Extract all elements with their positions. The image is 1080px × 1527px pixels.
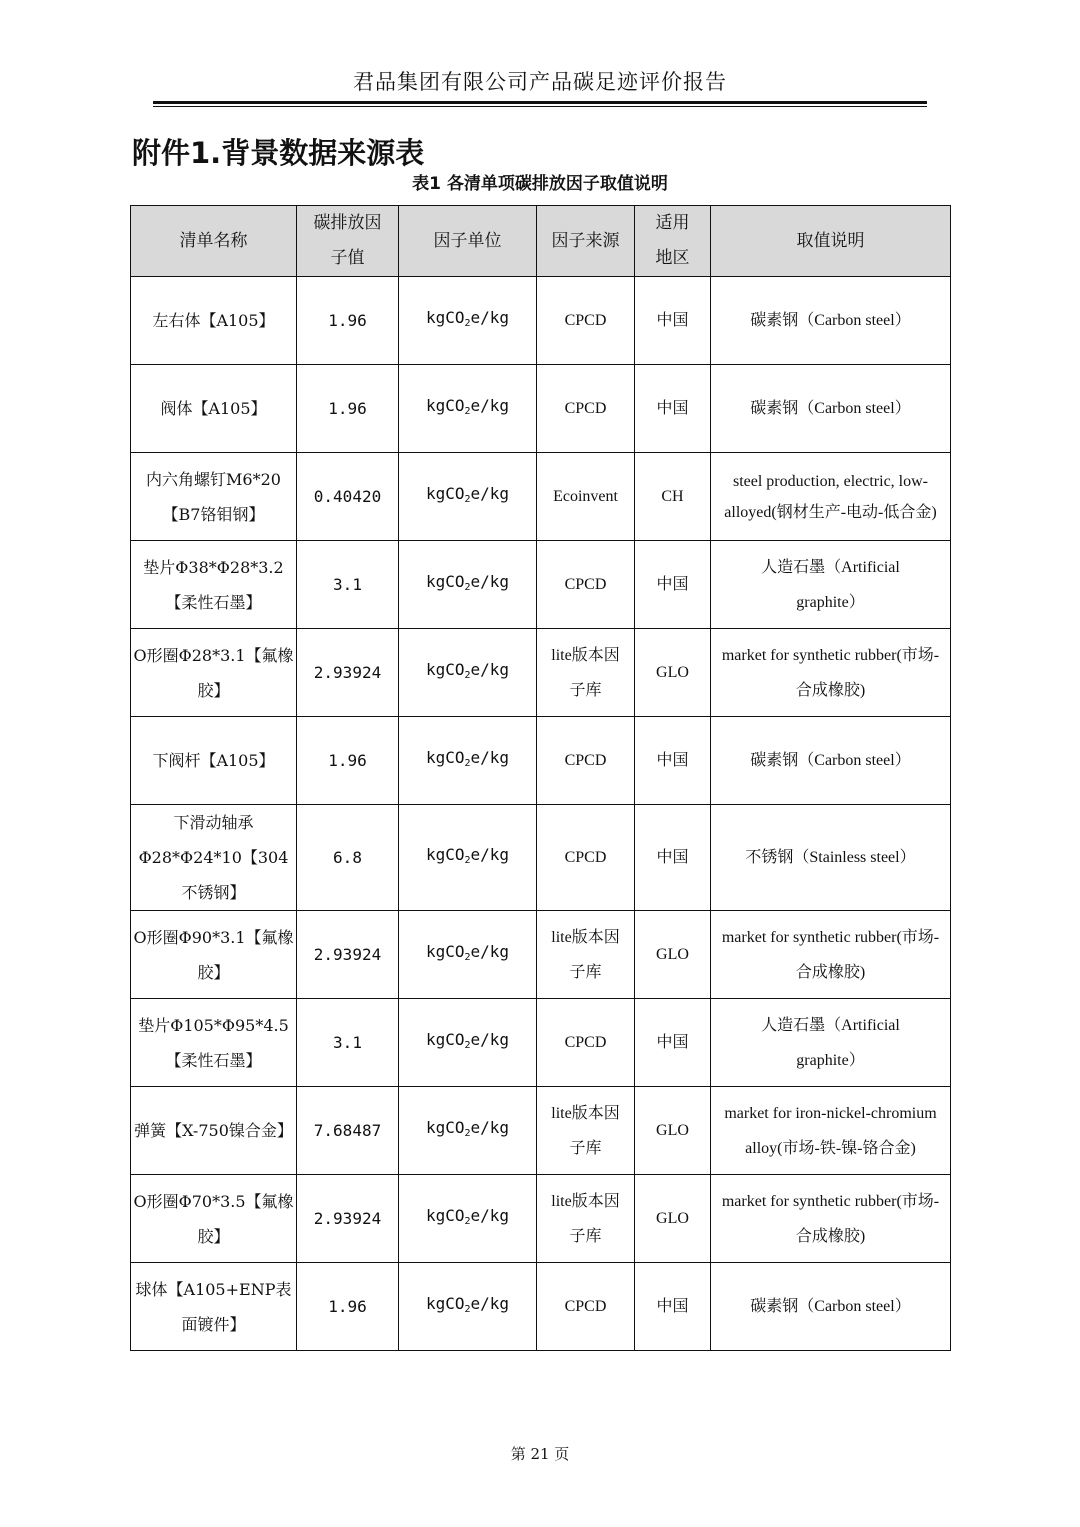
column-header-note: 取值说明 (711, 206, 951, 277)
page-number: 第 21 页 (510, 1445, 570, 1463)
cell-factor-value: 3.1 (297, 541, 399, 629)
cell-value-note: market for synthetic rubber(市场-合成橡胶) (711, 1175, 951, 1263)
cell-factor-value: 7.68487 (297, 1087, 399, 1175)
table-row (131, 277, 951, 365)
report-header-title: 君品集团有限公司产品碳足迹评价报告 (353, 70, 727, 94)
cell-value-note: market for synthetic rubber(市场-合成橡胶) (711, 629, 951, 717)
cell-region: 中国 (635, 805, 711, 911)
column-header-source: 因子来源 (537, 206, 635, 277)
table-row (131, 805, 951, 911)
cell-factor-unit: kgCO2e/kg (399, 717, 537, 805)
cell-item-name: 左右体【A105】 (131, 277, 297, 365)
cell-factor-value: 2.93924 (297, 629, 399, 717)
cell-value-note: market for synthetic rubber(市场-合成橡胶) (711, 911, 951, 999)
emission-factor-table (130, 205, 951, 1351)
cell-factor-source: lite版本因子库 (537, 1087, 635, 1175)
cell-region: GLO (635, 1087, 711, 1175)
cell-region: GLO (635, 1175, 711, 1263)
cell-factor-source: Ecoinvent (537, 453, 635, 541)
cell-factor-source: CPCD (537, 717, 635, 805)
cell-factor-unit: kgCO2e/kg (399, 277, 537, 365)
cell-value-note: 碳素钢（Carbon steel） (711, 1263, 951, 1351)
cell-value-note: 碳素钢（Carbon steel） (711, 717, 951, 805)
cell-factor-source: CPCD (537, 1263, 635, 1351)
cell-item-name: 下滑动轴承Φ28*Φ24*10【304不锈钢】 (131, 805, 297, 911)
cell-factor-value: 6.8 (297, 805, 399, 911)
cell-region: 中国 (635, 541, 711, 629)
cell-value-note: 碳素钢（Carbon steel） (711, 365, 951, 453)
cell-factor-value: 1.96 (297, 277, 399, 365)
table-caption: 表1 各清单项碳排放因子取值说明 (412, 174, 668, 194)
cell-factor-unit: kgCO2e/kg (399, 805, 537, 911)
cell-factor-value: 2.93924 (297, 911, 399, 999)
table-row (131, 365, 951, 453)
cell-value-note: 不锈钢（Stainless steel） (711, 805, 951, 911)
cell-item-name: 阀体【A105】 (131, 365, 297, 453)
cell-factor-source: lite版本因子库 (537, 911, 635, 999)
cell-value-note: market for iron-nickel-chromium alloy(市场-铁-镍-铬合金) (711, 1087, 951, 1175)
column-header-unit: 因子单位 (399, 206, 537, 277)
cell-item-name: 球体【A105+ENP表面镀件】 (131, 1263, 297, 1351)
cell-region: 中国 (635, 999, 711, 1087)
cell-factor-unit: kgCO2e/kg (399, 453, 537, 541)
cell-item-name: O形圈Φ90*3.1【氟橡胶】 (131, 911, 297, 999)
cell-item-name: O形圈Φ70*3.5【氟橡胶】 (131, 1175, 297, 1263)
cell-factor-source: lite版本因子库 (537, 629, 635, 717)
table-row (131, 1087, 951, 1175)
cell-value-note: 人造石墨（Artificial graphite） (711, 541, 951, 629)
cell-region: GLO (635, 911, 711, 999)
table-row (131, 453, 951, 541)
column-header-region: 适用地区 (635, 206, 711, 277)
cell-factor-unit: kgCO2e/kg (399, 629, 537, 717)
cell-value-note: steel production, electric, low-alloyed(钢材生产-电动-低合金) (711, 453, 951, 541)
cell-item-name: 垫片Φ38*Φ28*3.2【柔性石墨】 (131, 541, 297, 629)
cell-item-name: 垫片Φ105*Φ95*4.5【柔性石墨】 (131, 999, 297, 1087)
cell-factor-unit: kgCO2e/kg (399, 1175, 537, 1263)
cell-region: 中国 (635, 1263, 711, 1351)
cell-item-name: 内六角螺钉M6*20【B7铬钼钢】 (131, 453, 297, 541)
cell-value-note: 人造石墨（Artificial graphite） (711, 999, 951, 1087)
cell-item-name: O形圈Φ28*3.1【氟橡胶】 (131, 629, 297, 717)
cell-factor-unit: kgCO2e/kg (399, 365, 537, 453)
cell-factor-value: 1.96 (297, 365, 399, 453)
cell-factor-unit: kgCO2e/kg (399, 911, 537, 999)
table-row (131, 717, 951, 805)
table-row (131, 1175, 951, 1263)
cell-factor-value: 1.96 (297, 717, 399, 805)
column-header-value: 碳排放因子值 (297, 206, 399, 277)
cell-factor-unit: kgCO2e/kg (399, 999, 537, 1087)
table-header-row (131, 206, 951, 277)
cell-factor-source: CPCD (537, 999, 635, 1087)
table-row (131, 541, 951, 629)
cell-region: 中国 (635, 717, 711, 805)
cell-item-name: 下阀杆【A105】 (131, 717, 297, 805)
section-title: 附件1.背景数据来源表 (132, 136, 425, 170)
header-rule-thin (153, 106, 927, 107)
cell-region: CH (635, 453, 711, 541)
header-rule-thick (153, 101, 927, 104)
cell-item-name: 弹簧【X-750镍合金】 (131, 1087, 297, 1175)
cell-factor-unit: kgCO2e/kg (399, 1087, 537, 1175)
cell-factor-unit: kgCO2e/kg (399, 541, 537, 629)
cell-factor-source: CPCD (537, 277, 635, 365)
cell-factor-value: 3.1 (297, 999, 399, 1087)
column-header-name: 清单名称 (131, 206, 297, 277)
cell-factor-source: CPCD (537, 365, 635, 453)
table-row (131, 629, 951, 717)
cell-factor-source: CPCD (537, 805, 635, 911)
cell-factor-source: lite版本因子库 (537, 1175, 635, 1263)
cell-factor-unit: kgCO2e/kg (399, 1263, 537, 1351)
cell-value-note: 碳素钢（Carbon steel） (711, 277, 951, 365)
cell-region: 中国 (635, 277, 711, 365)
cell-factor-value: 0.40420 (297, 453, 399, 541)
table-row (131, 999, 951, 1087)
cell-region: GLO (635, 629, 711, 717)
cell-factor-source: CPCD (537, 541, 635, 629)
cell-factor-value: 2.93924 (297, 1175, 399, 1263)
table-row (131, 911, 951, 999)
cell-region: 中国 (635, 365, 711, 453)
cell-factor-value: 1.96 (297, 1263, 399, 1351)
table-row (131, 1263, 951, 1351)
